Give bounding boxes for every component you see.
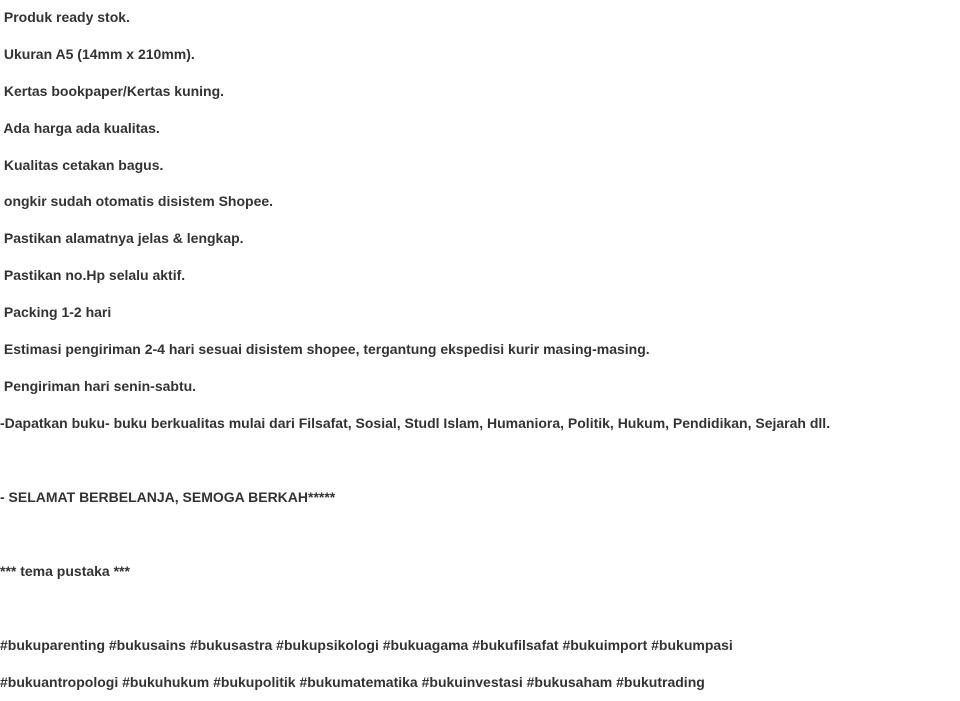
description-line-packing: Packing 1-2 hari <box>0 304 112 320</box>
description-line-store-tag: *** tema pustaka *** <box>0 563 130 579</box>
description-line-paper: Kertas bookpaper/Kertas kuning. <box>0 83 225 99</box>
description-line-phone: Pastikan no.Hp selalu aktif. <box>0 267 186 283</box>
description-line-size: Ukuran A5 (14mm x 210mm). <box>0 46 195 62</box>
description-line-ready-stock: Produk ready stok. <box>0 9 130 25</box>
description-line-address: Pastikan alamatnya jelas & lengkap. <box>0 230 244 246</box>
description-line-print-quality: Kualitas cetakan bagus. <box>0 157 164 173</box>
hashtags-line-1: #bukuparenting #bukusains #bukusastra #bukupsikologi #bukuagama #bukufilsafat #bukuimport #bukumpasi <box>0 637 733 653</box>
description-line-quality-price: Ada harga ada kualitas. <box>0 120 160 136</box>
description-line-book-categories: -Dapatkan buku- buku berkualitas mulai dari Filsafat, Sosial, Studl Islam, Humaniora, Politik, Hukum, Pendidikan, Sejarah dll. <box>0 415 831 431</box>
description-line-delivery-days: Pengiriman hari senin-sabtu. <box>0 378 197 394</box>
description-line-greeting: - SELAMAT BERBELANJA, SEMOGA BERKAH***** <box>0 489 336 505</box>
description-line-delivery-estimate: Estimasi pengiriman 2-4 hari sesuai disistem shopee, tergantung ekspedisi kurir masing-masing. <box>0 341 650 357</box>
description-line-shipping-cost: ongkir sudah otomatis disistem Shopee. <box>0 193 274 209</box>
hashtags-line-2: #bukuantropologi #bukuhukum #bukupolitik #bukumatematika #bukuinvestasi #bukusaham #bukutrading <box>0 674 705 690</box>
